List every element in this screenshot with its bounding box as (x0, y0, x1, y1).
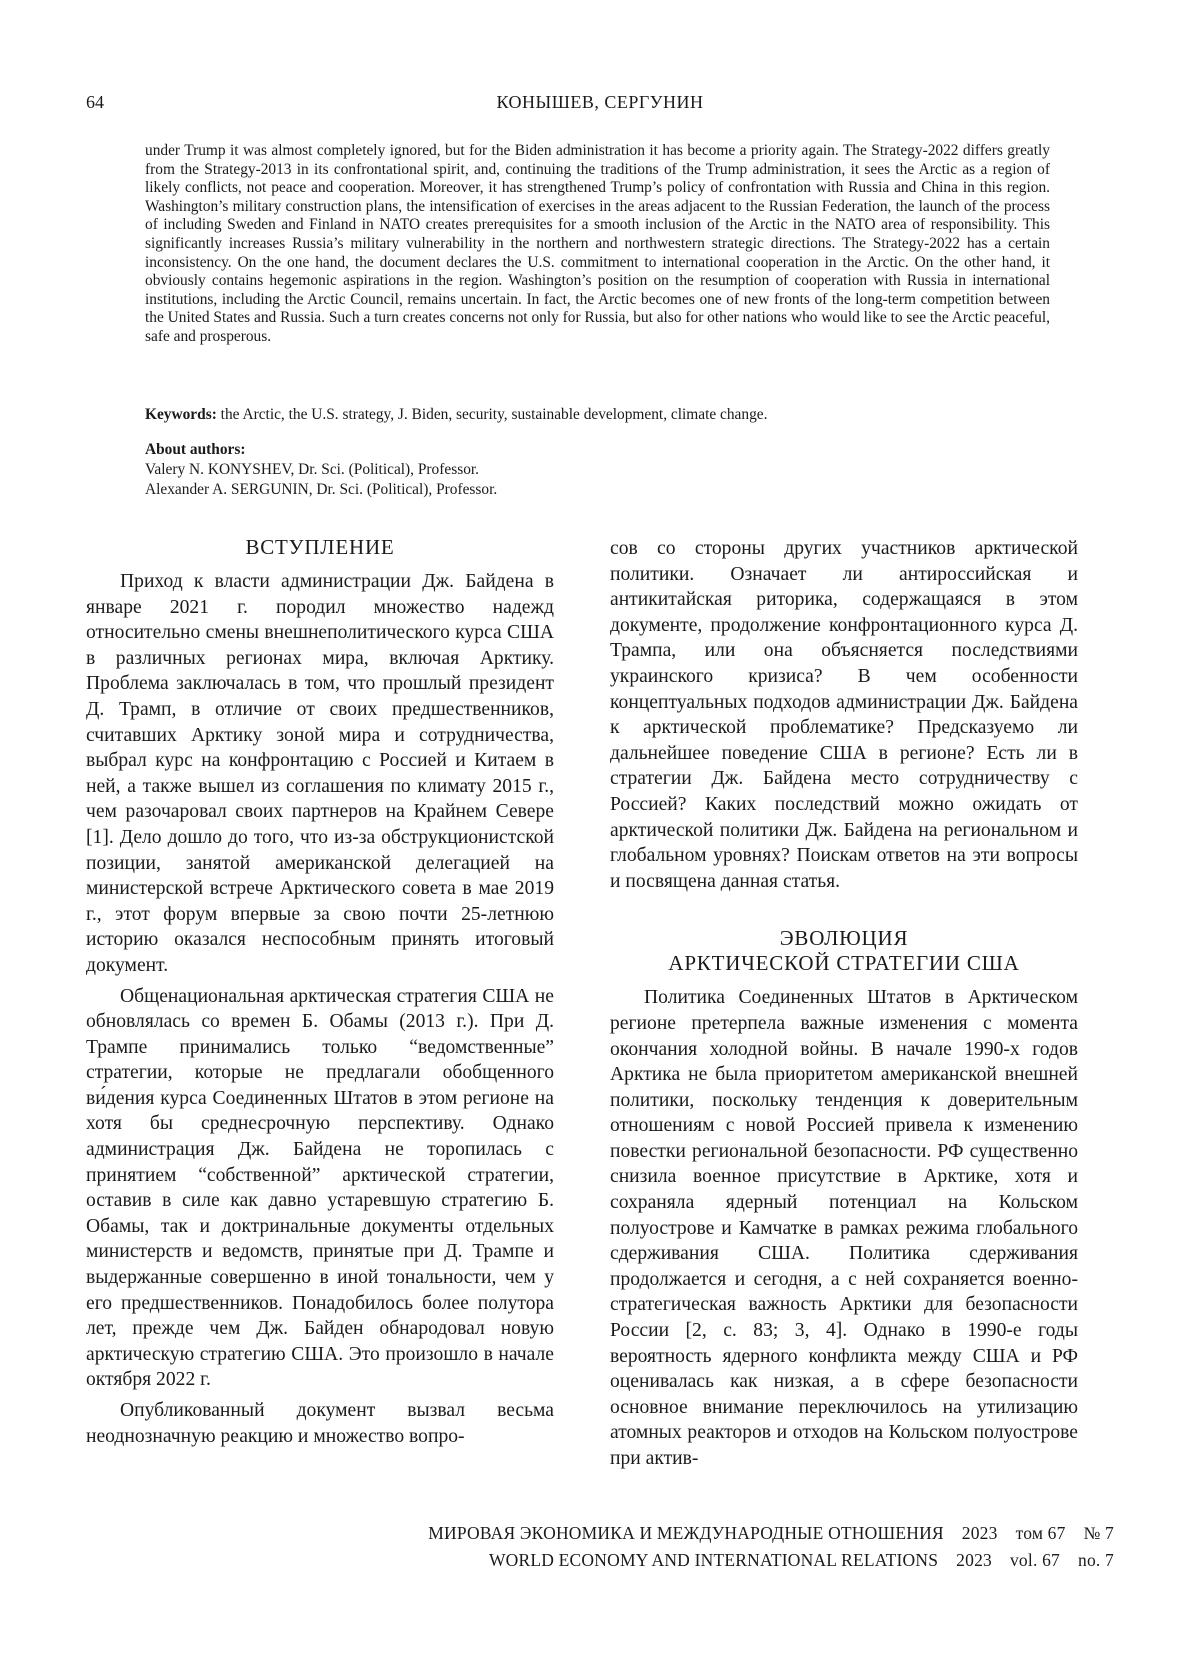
keywords (145, 405, 1050, 424)
journal-title-en: WORLD ECONOMY AND INTERNATIONAL RELATIONS (488, 1550, 939, 1570)
footer-year: 2023 (961, 1523, 998, 1543)
body-paragraph: Политика Соединенных Штатов в Арктическом регионе претерпела важные изменения с момента окончания холодной войны. В начале 1990-х годов Арктика не была приоритетом американской внешней политики, поскольку тенденция к доверительным отношениям с новой Россией привела к изменению повестки региональной безопасности. РФ существенно снизила военное присутствие в Арктике, хотя и сохраняла ядерный потенциал на Кольском полуострове и Камчатке в рамках режима глобального сдерживания США. Политика сдерживания продолжается и сегодня, а с ней сохраняется военно-стратегическая важность Арктики для безопасности России [2, с. 83; 3, 4]. Однако в 1990-е годы вероятность ядерного конфликта между США и РФ оценивалась как низкая, а в сфере безопасности основное внимание переключилось на утилизацию атомных реакторов и отходов на Кольском полуострове при актив- (610, 987, 1078, 1469)
section-title-evolution (610, 926, 1078, 976)
keywords-text: the Arctic, the U.S. strategy, J. Biden, security, sustainable development, climate change. (216, 406, 768, 423)
footer-line-ru (428, 1520, 1114, 1547)
footer-year: 2023 (956, 1550, 992, 1570)
body-paragraph: Общенациональная арктическая стратегия США не обновлялась со времен Б. Обамы (2013 г.). При Д. Трампе принимались только “ведомственные” стратегии, которые не предлагали обобщенного ви́дения курса Соединенных Штатов в этом регионе на хотя бы среднесрочную перспективу. Однако администрация Дж. Байдена не торопилась с принятием “собственной” арктической стратегии, оставив в силе как давно устаревшую стратегию Б. Обамы, так и доктринальные документы отдельных министерств и ведомств, принятые при Д. Трампе и выдержанные совершенно в иной тональности, чем у его предшественников. Понадобилось более полутора лет, прежде чем Дж. Байден обнародовал новую арктическую стратегию США. Это произошло в начале октября 2022 г. (86, 985, 554, 1391)
author-item: Valery N. KONYSHEV, Dr. Sci. (Political), Professor. (145, 461, 480, 478)
footer-issue: no. 7 (1078, 1550, 1114, 1570)
footer-issue: № 7 (1083, 1523, 1114, 1543)
journal-title-ru: МИРОВАЯ ЭКОНОМИКА И МЕЖДУНАРОДНЫЕ ОТНОШЕНИЯ (428, 1523, 944, 1543)
body-paragraph: Приход к власти администрации Дж. Байдена в январе 2021 г. породил множество надежд относительно смены внешнеполитического курса США в различных регионах мира, включая Арктику. Проблема заключалась в том, что прошлый президент Д. Трамп, в отличие от своих предшественников, считавших Арктику зоной мира и сотрудничества, выбрал курс на конфронтацию с Россией и Китаем в ней, а также вышел из соглашения по климату 2015 г., чем разочаровал своих партнеров на Крайнем Севере [1]. Дело дошло до того, что из-за обструкционистской позиции, занятой американской делегацией на министерской встрече Арктического совета в мае 2019 г., этот форум впервые за свою почти 25-летнюю историю оказался неспособным принять итоговый документ. (86, 571, 554, 976)
body-paragraph-continuation: сов со стороны других участников арктической политики. Означает ли антироссийская и антикитайская риторика, содержащаяся в этом документе, продолжение конфронтационного курса Д. Трампа, или она объясняется последствиями украинского кризиса? В чем особенности концептуальных подходов администрации Дж. Байдена к арктической проблематике? Предсказуемо ли дальнейшее поведение США в регионе? Есть ли в стратегии Дж. Байдена место сотрудничеству с Россией? Каких последствий можно ожидать от арктической политики Дж. Байдена на региональном и глобальном уровнях? Поискам ответов на эти вопросы и посвящена данная статья. (610, 538, 1078, 892)
section-title-line: ЭВОЛЮЦИЯ (779, 926, 909, 951)
about-authors (145, 440, 1050, 500)
body-paragraph: Опубликованный документ вызвал весьма неоднозначную реакцию и множество вопро- (86, 1400, 554, 1447)
abstract (145, 142, 1050, 347)
keywords-label: Keywords: (145, 406, 217, 423)
footer-line-en (428, 1547, 1114, 1574)
page-header (86, 92, 1114, 122)
footer-volume: vol. 67 (1009, 1550, 1060, 1570)
abstract-text: under Trump it was almost completely ignored, but for the Biden administration it has become a priority again. The Strategy-2022 differs greatly from the Strategy-2013 in its confrontational spirit, and, continuing the traditions of the Trump administration, it sees the Arctic as a region of likely conflicts, not peace and cooperation. Moreover, it has strengthened Trump’s policy of confrontation with Russia and China in this region. Washington’s military construction plans, the intensification of exercises in the areas adjacent to the Russian Federation, the launch of the process of including Sweden and Finland in NATO creates prerequisites for a smooth inclusion of the Arctic in the NATO area of responsibility. This significantly increases Russia’s military vulnerability in the northern and northwestern strategic directions. The Strategy-2022 has a certain inconsistency. On the one hand, the document declares the U.S. commitment to international cooperation in the Arctic. On the other hand, it obviously contains hegemonic aspirations in the region. Washington’s position on the resumption of cooperation with Russia in international institutions, including the Arctic Council, remains uncertain. In fact, the Arctic becomes one of new fronts of the long-term competition between the United States and Russia. Such a turn creates concerns not only for Russia, but also for other nations who would like to see the Arctic peaceful, safe and prosperous. (145, 142, 1050, 345)
left-column (86, 535, 554, 1449)
author-item: Alexander A. SERGUNIN, Dr. Sci. (Political), Professor. (145, 481, 498, 498)
footer-volume: том 67 (1015, 1523, 1066, 1543)
authors-heading: About authors: (145, 441, 246, 458)
running-head-authors: КОНЫШЕВ, СЕРГУНИН (496, 92, 704, 112)
journal-footer (428, 1520, 1114, 1574)
section-title-line: АРКТИЧЕСКОЙ СТРАТЕГИИ США (668, 951, 1020, 976)
right-column (610, 536, 1078, 1472)
section-title-introduction: ВСТУПЛЕНИЕ (245, 535, 395, 559)
page-number: 64 (86, 92, 104, 112)
